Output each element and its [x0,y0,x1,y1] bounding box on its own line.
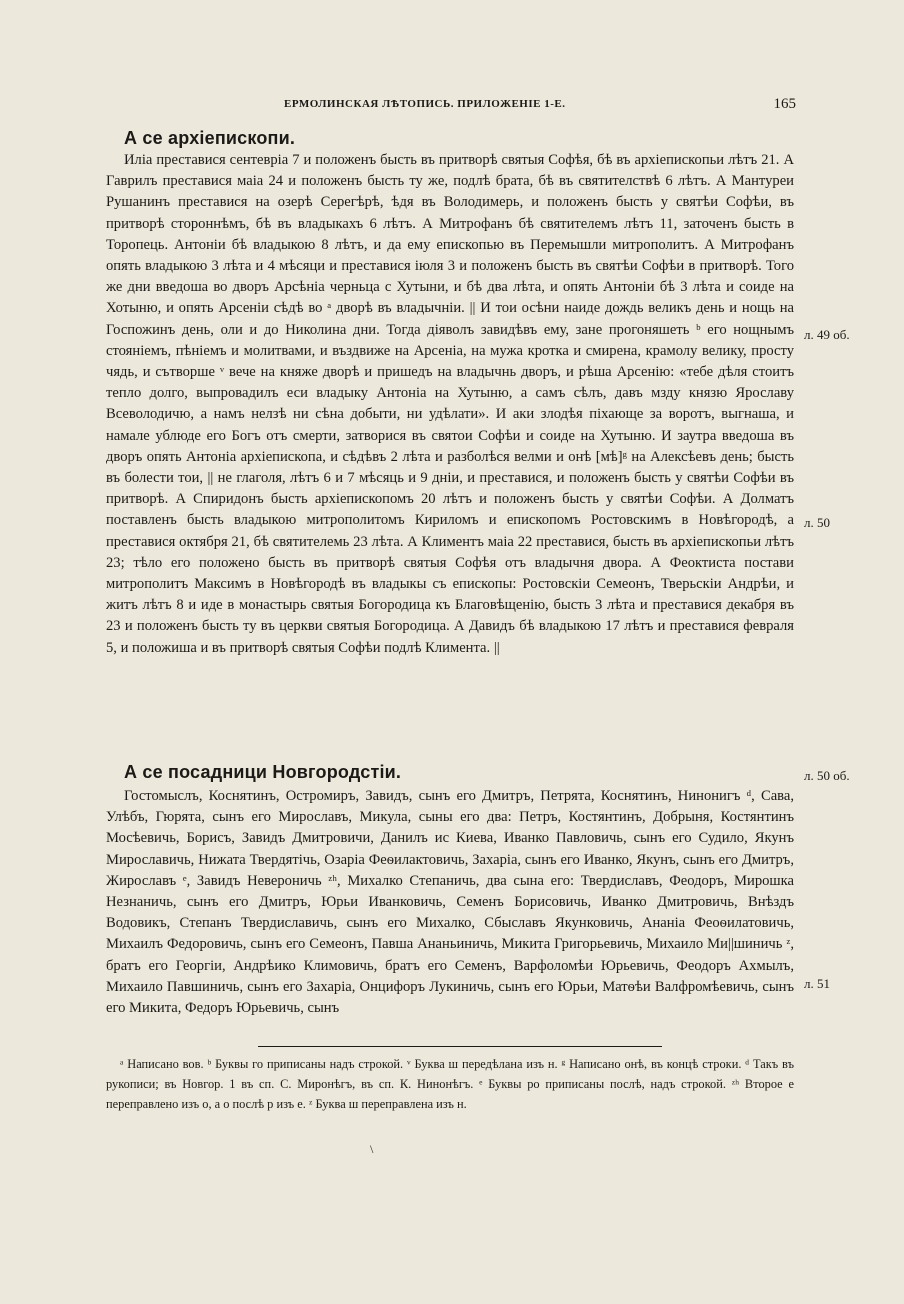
section-heading-archbishops: А се архіепископи. [124,128,296,148]
folio-note: л. 51 [804,976,830,991]
section-heading-posadniks: А се посадници Новгородстіи. [124,762,402,782]
section-text-archbishops: Иліа преставися сентевріа 7 и положенъ бысть въ притворѣ святыя Софѣя, бѣ въ архіепископьи лѣтъ 21. А Гаврилъ преставися маіа 24 и положенъ бысть ту же, подлѣ брата, бѣ въ святителствѣ 6 лѣтъ. А Мантуреи Рушанинъ преставися на озерѣ Серегѣрѣ, ѣдя въ Володимерь, и положенъ бысть у святѣи Софѣи, въ притворѣ стороннѣмъ, бѣ въ владыкахъ 6 лѣтъ. А Митрофанъ бѣ святителемъ лѣтъ 11, заточенъ бысть в Торопець. Антоніи бѣ владыкою 8 лѣтъ, и да ему епископью въ Перемышли митрополитъ. А Митрофанъ опять владыкою 3 лѣта и 4 мѣсяци и преставися іюля 3 и положенъ бысть въ святѣи Софѣи в притворѣ. Того же дни введоша во дворъ Арсѣніа черньца с Хутыни, и бѣ два лѣта, и опять Антоніи бѣ 3 лѣта и соиде на Хотыню, и опять Арсеніи сѣдѣ во ᵃ дворѣ въ владычнiи. || И тои осѣни наиде дождь великъ день и нощь на Госпожинъ день, оли и до Николина дни. Тогда діяволъ завидѣвъ ему, зане прогоняшеть ᵇ его нощнымъ стояніемъ, пѣніемъ и молитвами, и въздвиже на Арсеніа, на мужа кротка и смирена, крамолу велику, просту чядь, и сътворше ᵛ вече на княже дворѣ и пришедъ на владычнь дворъ, и рѣша Арсенію: «тебе дѣля стоитъ тепло долго, выпровадилъ еси владыку Антоніа на Хутыню, а самъ сѣлъ, давъ мзду князю Ярославу Всеволодичю, а намъ нелзѣ ни сѣна добыти, ни удѣлати». И аки злодѣя піхающе за воротъ, выгнаша, и намале ублюде его Богъ отъ смерти, затворися въ святои Софѣи и соиде на Хутыню. И заутра введоша въ дворъ опять Антоніа архіепископа, и сѣдѣвъ 2 лѣта и разболѣся велми и онѣ [мѣ]ᵍ на Алексѣевъ день; бысть въ болести тои, || не глаголя, лѣтъ 6 и 7 мѣсяць и 9 дніи, и преставися, и положенъ бысть у святѣи Софѣи въ притворѣ. А Спиридонъ бысть архіепископомъ 20 лѣтъ и положенъ бысть у святѣи Софѣи. А Долматъ поставленъ бысть владыкою митрополитомъ Кириломъ и епископомъ Ростовскимъ в Новѣгородѣ, а преставися октября 21, бѣ святителемь 23 лѣта. А Климентъ маіа 22 преставися, бысть въ архіепископьи лѣтъ 23; тѣло его положено бысть въ притворѣ святыя Софѣя отъ владычня двора. А Феоктиста постави митрополитъ Максимъ в Новѣгородѣ въ владыкы съ епископы: Ростовскіи Семеонъ, Тверьскіи Андрѣи, и житъ лѣтъ 8 и иде в монастырь святыя Богородица къ Благовѣщенію, бысть 3 лѣта и преставися декабря въ 23 и положенъ бысть ту въ церкви святыя Богородица. А Давидъ бѣ владыкою 17 лѣтъ и преставися февраля 5, и положиша и въ притворѣ святыя Софѣи подлѣ Климента. || [106,152,794,656]
section-text-posadniks: Гостомыслъ, Коснятинъ, Остромиръ, Завидъ, сынъ его Дмитръ, Петрята, Коснятинъ, Нинонигъ ᵈ, Сава, Улѣбъ, Гюрята, сынъ его Мирославъ, Микула, сыны его два: Петръ, Костянтинъ, Добрыня, Костянтинъ Мосѣевичь, Борисъ, Завидъ Дмитровичи, Данилъ ис Киева, Иванко Павловичь, сынъ его Судило, Якунъ Мирославичь, Нижата Твердятічь, Озаріа Феѳилактовичь, Захаріа, сынъ его Иванко, Якунъ, сынъ его Дмитръ, Жирославъ ᵉ, Завидъ Невероничь ᶻʰ, Михалко Степаничь, два сына его: Твердиславъ, Феодоръ, Мирошка Незнаничь, сынъ его Дмитръ, Юрьи Иванковичь, Семенъ Борисовичь, Иванко Дмитровичь, Внѣздъ Водовикъ, Степанъ Твердиславичь, сынъ его Михалко, Сбыславъ Якунковичь, Ананіа Феоѳилатовичь, Михаилъ Федоровичь, сынъ его Семеонъ, Павша Ананьиничь, Микита Григорьевичь, Михаило Ми||шиничь ᶻ, братъ его Георгіи, Андрѣико Климовичь, братъ его Семенъ, Варфоломѣи Юрьевичь, Феодоръ Ахмылъ, Михаило Павшиничь, сынъ его Захаріа, Онцифоръ Лукиничь, сынъ его Юрьи, Матѳѣи Валфромѣевичь, сынъ его Микита, Федоръ Юрьевичь, сынъ [106,788,794,1017]
folio-note: л. 50 [804,515,830,530]
printer-mark: \ [370,1142,374,1156]
footnotes: ᵃ Написано вов. ᵇ Буквы го приписаны надъ строкой. ᵛ Буква ш передѣлана изъ н. ᵍ Написано онѣ, въ концѣ строки. ᵈ Такъ въ рукописи; въ Новгор. 1 въ сп. С. Миронѣгъ, въ сп. К. Нинонѣгъ. ᵉ Буквы ро приписаны послѣ, надъ строкой. ᶻʰ Второе е переправлено изъ о, а о послѣ р изъ е. ᶻ Буква ш переправлена изъ н. [106,1057,794,1111]
running-header [112,96,796,116]
footnote-divider [258,1046,662,1047]
folio-note: л. 50 об. [804,768,850,783]
page-number: 165 [773,96,796,112]
folio-note: л. 49 об. [804,327,850,342]
running-title: ЕРМОЛИНСКАЯ ЛѢТОПИСЬ. ПРИЛОЖЕНІЕ 1-Е. [284,98,566,110]
